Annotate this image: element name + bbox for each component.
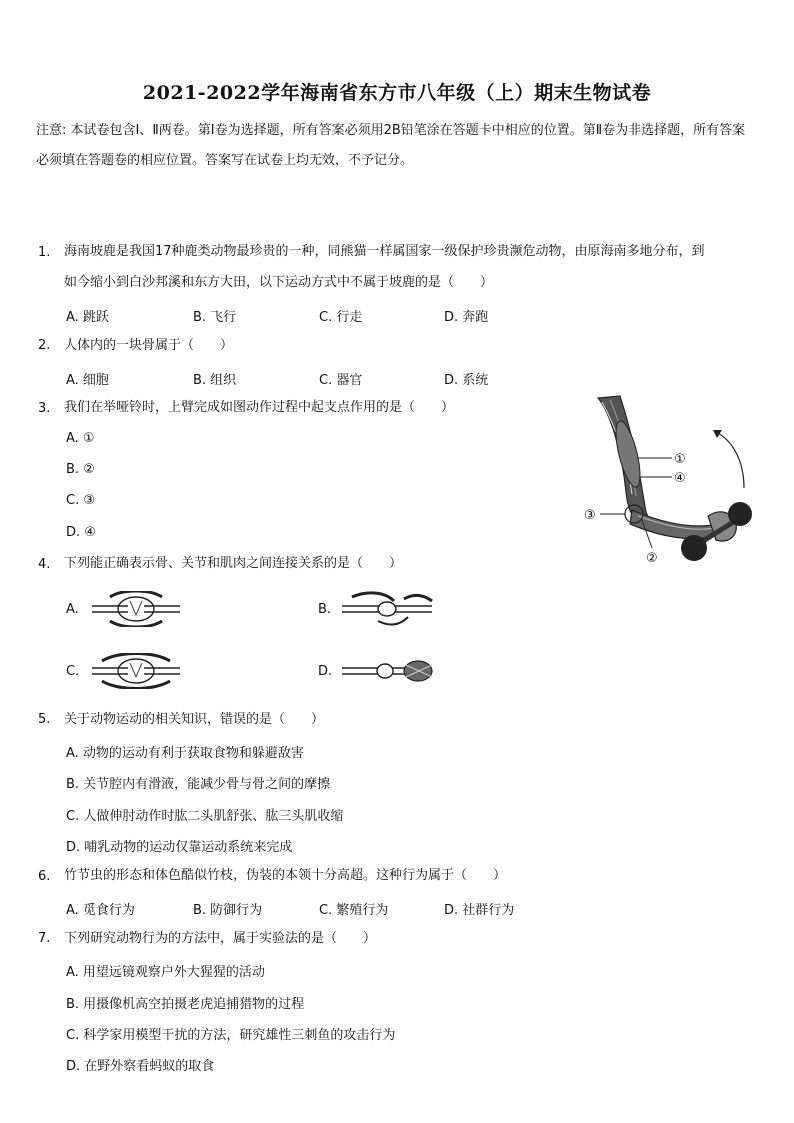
option-d[interactable]: D. 哺乳动物的运动仅靠运动系统来完成 [66, 840, 293, 855]
joint-diagram-c[interactable] [88, 653, 184, 689]
joint-diagram-d[interactable] [338, 653, 436, 689]
question-text: 下列研究动物行为的方法中，属于实验法的是（ ） [64, 931, 377, 946]
option-a[interactable]: A. 跳跃 [66, 310, 109, 325]
label-3: ③ [584, 508, 596, 523]
question-number: 6. [38, 869, 51, 884]
option-b[interactable]: B. ② [66, 462, 95, 477]
question-text: 我们在举哑铃时，上臂完成如图动作过程中起支点作用的是（ ） [64, 400, 455, 415]
label-2: ② [646, 551, 658, 566]
option-c[interactable]: C. 人做伸肘动作时肱二头肌舒张、肱三头肌收缩 [66, 809, 344, 824]
exam-title: 2021-2022学年海南省东方市八年级（上）期末生物试卷 [142, 82, 652, 104]
question-text: 关于动物运动的相关知识，错误的是（ ） [64, 712, 325, 727]
exam-notice: 注意: 本试卷包含Ⅰ、Ⅱ两卷。第Ⅰ卷为选择题，所有答案必须用2B铅笔涂在答题卡中相应的位置。第Ⅱ卷为非选择题，所有答案必须填在答题卷的相应位置。答案写在试卷上均无效，不予记分。 [36, 123, 746, 168]
option-a[interactable]: A. ① [66, 431, 95, 446]
option-c[interactable]: C. 行走 [319, 310, 363, 325]
option-d[interactable]: D. [318, 664, 333, 679]
option-d[interactable]: D. 奔跑 [444, 310, 489, 325]
option-a[interactable]: A. 觅食行为 [66, 903, 135, 918]
question-text: 海南坡鹿是我国17种鹿类动物最珍贵的一种，同熊猫一样属国家一级保护珍贵濒危动物，由原海南多地分布，到 [64, 244, 705, 259]
arm-dumbbell-figure [580, 392, 760, 572]
option-d[interactable]: D. 在野外察看蚂蚁的取食 [66, 1059, 215, 1074]
option-b[interactable]: B. [318, 602, 332, 617]
option-a[interactable]: A. [66, 602, 79, 617]
option-a[interactable]: A. 用望远镜观察户外大猩猩的活动 [66, 965, 265, 980]
question-number: 5. [38, 712, 51, 727]
question-text: 竹节虫的形态和体色酷似竹枝，伪装的本领十分高超。这种行为属于（ ） [64, 868, 507, 883]
option-b[interactable]: B. 防御行为 [193, 903, 263, 918]
question-text: 如今缩小到白沙邦溪和东方大田，以下运动方式中不属于坡鹿的是（ ） [64, 275, 494, 290]
label-1: ① [674, 452, 686, 467]
option-b[interactable]: B. 关节腔内有滑液，能减少骨与骨之间的摩擦 [66, 777, 331, 792]
option-a[interactable]: A. 动物的运动有利于获取食物和躲避敌害 [66, 746, 304, 761]
option-c[interactable]: C. 繁殖行为 [319, 903, 389, 918]
option-b[interactable]: B. 飞行 [193, 310, 237, 325]
option-c[interactable]: C. 器官 [319, 373, 363, 388]
option-d[interactable]: D. ④ [66, 525, 96, 540]
question-number: 2. [38, 338, 51, 353]
option-c[interactable]: C. ③ [66, 493, 95, 508]
option-b[interactable]: B. 组织 [193, 373, 237, 388]
option-d[interactable]: D. 社群行为 [444, 903, 515, 918]
option-d[interactable]: D. 系统 [444, 373, 489, 388]
option-c[interactable]: C. 科学家用模型干扰的方法，研究雄性三刺鱼的攻击行为 [66, 1028, 396, 1043]
question-number: 3. [38, 401, 51, 416]
question-text: 人体内的一块骨属于（ ） [64, 338, 234, 353]
option-a[interactable]: A. 细胞 [66, 373, 109, 388]
question-number: 4. [38, 557, 51, 572]
joint-diagram-b[interactable] [338, 591, 436, 627]
question-number: 1. [38, 245, 51, 260]
question-text: 下列能正确表示骨、关节和肌肉之间连接关系的是（ ） [64, 556, 403, 571]
label-4: ④ [674, 471, 686, 486]
joint-diagram-a[interactable] [88, 591, 184, 627]
option-c[interactable]: C. [66, 664, 80, 679]
question-number: 7. [38, 931, 51, 946]
option-b[interactable]: B. 用摄像机高空拍摄老虎追捕猎物的过程 [66, 997, 305, 1012]
